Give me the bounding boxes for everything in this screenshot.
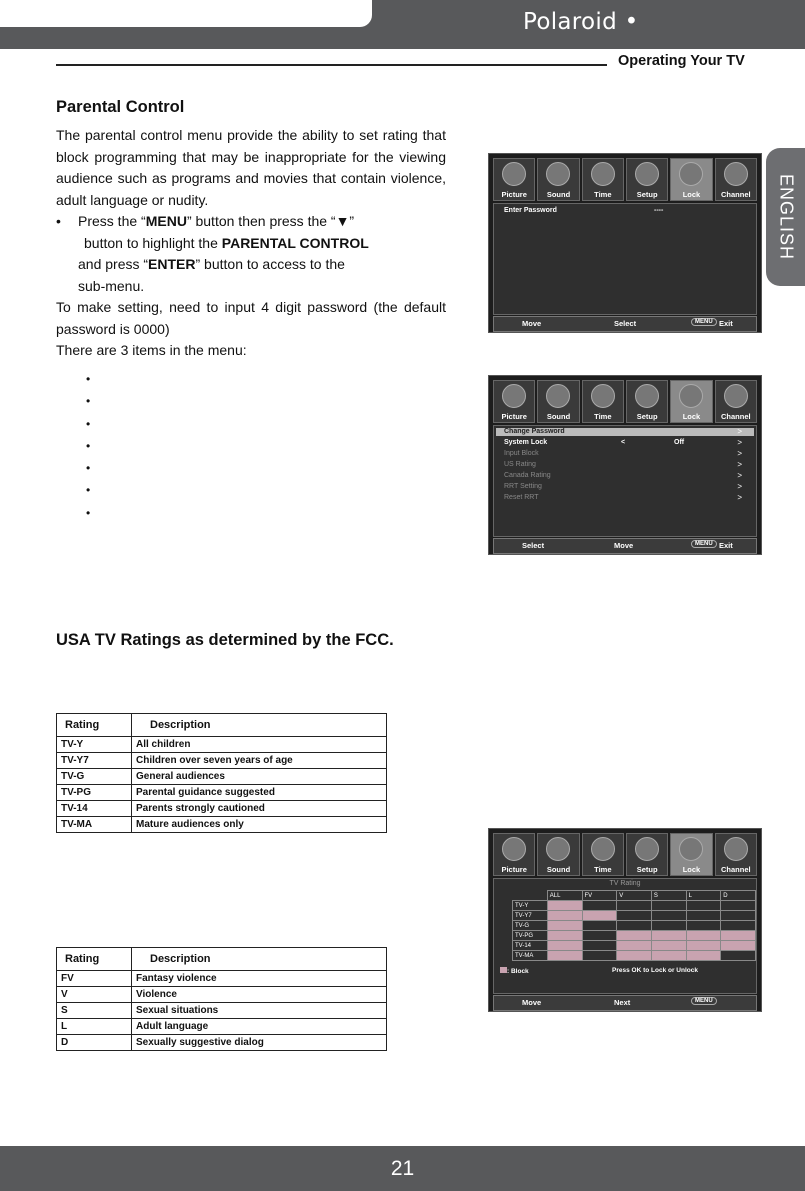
- table-row: TV-G General audiences: [57, 769, 387, 785]
- rating-row: TV-PG: [513, 931, 756, 941]
- table-row: FV Fantasy violence: [57, 971, 387, 987]
- table-row: TV-14 Parents strongly cautioned: [57, 801, 387, 817]
- rating-grid: ALL FV V S L D TV-Y TV-Y7 TV-G TV-PG TV-14 TV-MA: [512, 890, 756, 961]
- brand-logo: Polaroid •: [523, 9, 639, 35]
- password-note: To make setting, need to input 4 digit password (the default password is 0000): [56, 299, 446, 337]
- screen-lock-menu: [488, 375, 762, 555]
- setup-icon: Setup: [626, 158, 668, 201]
- rating-row: TV-MA: [513, 951, 756, 961]
- screen1-footer: Move Select MENU Exit: [493, 316, 757, 332]
- screen2-footer: Select Move MENU Exit: [493, 538, 757, 554]
- rrt-setting-item: RRT Setting: [504, 483, 542, 490]
- screen-enter-password: [488, 153, 762, 333]
- page-number: 21: [390, 1157, 415, 1180]
- section-title: Operating Your TV: [618, 53, 745, 69]
- system-lock-item: System Lock: [504, 439, 548, 446]
- usa-ratings-title: USA TV Ratings as determined by the FCC.: [56, 631, 394, 649]
- system-lock-value: Off: [674, 439, 685, 446]
- screen-tv-rating: [488, 828, 762, 1012]
- change-password-item: Change Password: [504, 428, 565, 435]
- rating-row: TV-14: [513, 941, 756, 951]
- menu-icon-bar: [493, 158, 757, 201]
- canada-rating-item: Canada Rating: [504, 472, 551, 479]
- rating-panel: [493, 878, 757, 994]
- picture-icon: Picture: [493, 833, 535, 876]
- time-icon: Time: [582, 380, 624, 423]
- block-legend: : Block: [500, 967, 529, 975]
- sound-icon: Sound: [537, 380, 579, 423]
- setup-icon: Setup: [626, 833, 668, 876]
- lock-panel: Change Password System Lock < Off Input Block US Rating Canada Rating RRT Setting Reset RRT > > > > > > >: [493, 425, 757, 537]
- password-prompt: Enter Password: [504, 207, 557, 214]
- lock-hint: Press OK to Lock or Unlock: [612, 967, 698, 974]
- table-row: S Sexual situations: [57, 1003, 387, 1019]
- sound-icon: Sound: [537, 158, 579, 201]
- lock-icon: Lock: [670, 158, 712, 201]
- table-row: TV-PG Parental guidance suggested: [57, 785, 387, 801]
- empty-bullet-list: • • • • • • •: [86, 372, 91, 520]
- table-row: TV-Y7 Children over seven years of age: [57, 753, 387, 769]
- reset-rrt-item: Reset RRT: [504, 494, 539, 501]
- intro-paragraph: The parental control menu provide the ability to set rating that block programming that may be inappropriate for the viewing audience such as programs and movies that contain violence, adult language or nudity.: [56, 127, 446, 208]
- table-row: TV-Y All children: [57, 737, 387, 753]
- language-tab: ENGLISH: [766, 148, 805, 286]
- table-row: D Sexually suggestive dialog: [57, 1035, 387, 1051]
- screen3-footer: Move Next MENU: [493, 995, 757, 1011]
- menu-icon-bar: [493, 833, 757, 876]
- table-row: V Violence: [57, 987, 387, 1003]
- channel-icon: Channel: [715, 833, 757, 876]
- menu-icon-bar: [493, 380, 757, 423]
- input-block-item: Input Block: [504, 450, 539, 457]
- channel-icon: Channel: [715, 158, 757, 201]
- body-text: The parental control menu provide the ability to set rating that block programming that may be inappropriate for the viewing audience such as programs and movies that contain violence, adult language or nudity. • Press the “MENU” button then press the “▼” button to highlight the PARENTAL CONTROL and press “ENTER” button to access to the sub-menu. To make setting, need to input 4 digit password (the default password is 0000) There are 3 items in the menu:: [56, 125, 446, 362]
- table-row: L Adult language: [57, 1019, 387, 1035]
- channel-icon: Channel: [715, 380, 757, 423]
- password-mask: ----: [654, 207, 664, 214]
- header-notch: [0, 0, 372, 27]
- us-rating-item: US Rating: [504, 461, 536, 468]
- picture-icon: Picture: [493, 380, 535, 423]
- content-ratings-table: Rating Description FV Fantasy violence V Violence S Sexual situations L Adult language D Sexually suggestive dialog: [56, 947, 387, 1051]
- rating-row: TV-G: [513, 921, 756, 931]
- items-note: There are 3 items in the menu:: [56, 342, 247, 358]
- table-row: TV-MA Mature audiences only: [57, 817, 387, 833]
- time-icon: Time: [582, 158, 624, 201]
- sound-icon: Sound: [537, 833, 579, 876]
- rating-row: TV-Y: [513, 901, 756, 911]
- page-title: Parental Control: [56, 98, 185, 116]
- rating-row: TV-Y7: [513, 911, 756, 921]
- lock-icon: Lock: [670, 380, 712, 423]
- picture-icon: Picture: [493, 158, 535, 201]
- step-bullet: • Press the “MENU” button then press the “▼”: [56, 213, 355, 229]
- rating-title: TV Rating: [609, 880, 641, 887]
- tv-ratings-table: Rating Description TV-Y All children TV-Y7 Children over seven years of age TV-G General audiences TV-PG Parental guidance suggested TV-14 Parents strongly cautioned TV-MA Mature audiences only: [56, 713, 387, 833]
- lock-icon: Lock: [670, 833, 712, 876]
- password-panel: [493, 203, 757, 315]
- time-icon: Time: [582, 833, 624, 876]
- setup-icon: Setup: [626, 380, 668, 423]
- header-rule: [56, 64, 607, 66]
